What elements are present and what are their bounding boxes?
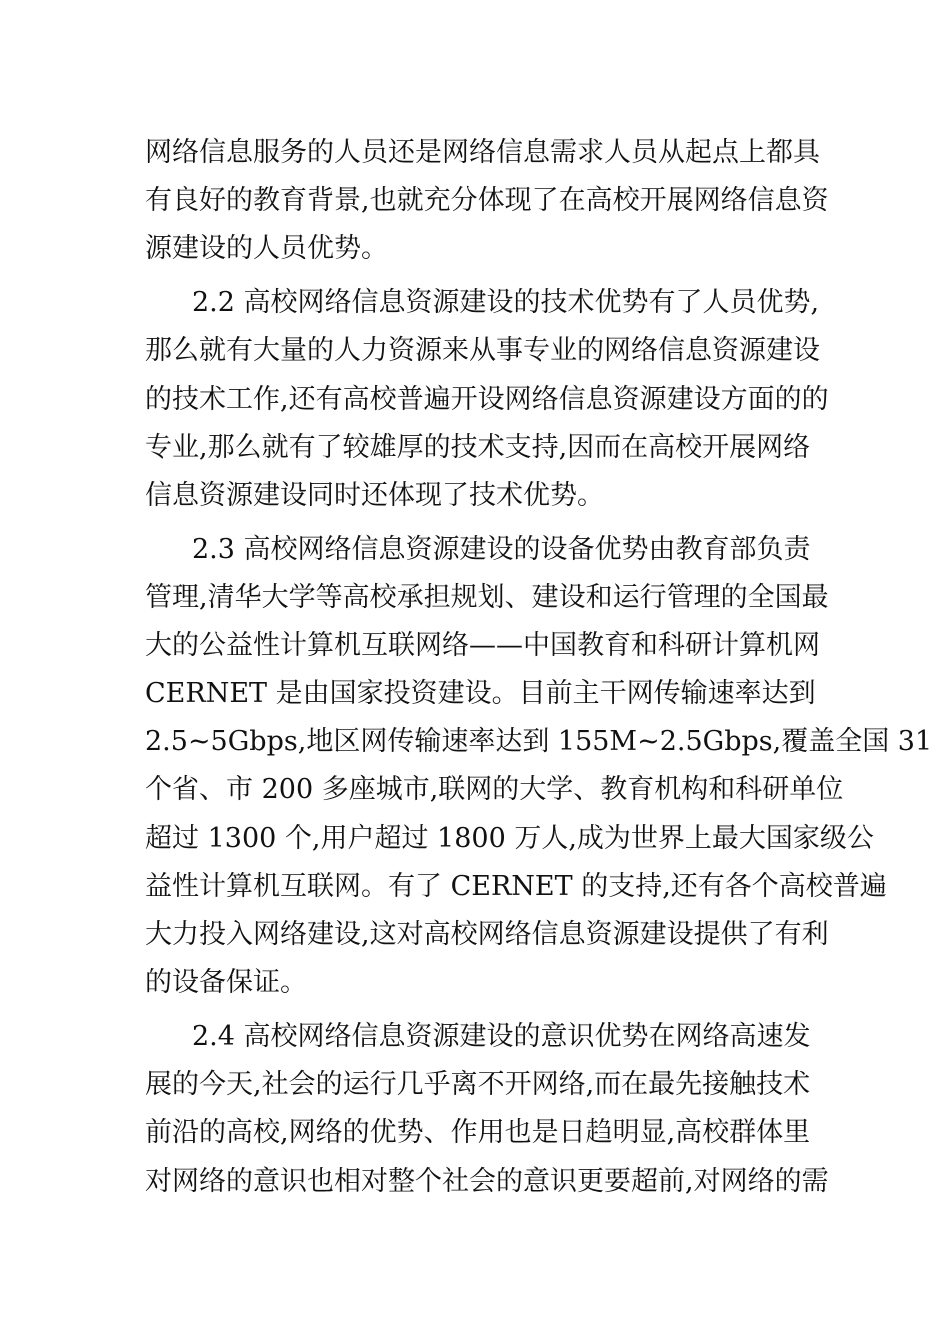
text-line: 网络信息服务的人员还是网络信息需求人员从起点上都具 — [145, 137, 820, 168]
text-line: 2.4 高校网络信息资源建设的意识优势在网络高速发 — [192, 1021, 811, 1052]
text-line: 超过 1300 个,用户超过 1800 万人,成为世界上最大国家级公 — [145, 823, 874, 854]
text-line: 大力投入网络建设,这对高校网络信息资源建设提供了有利 — [145, 919, 829, 950]
text-line: 2.2 高校网络信息资源建设的技术优势有了人员优势, — [192, 287, 820, 318]
text-line: 专业,那么就有了较雄厚的技术支持,因而在高校开展网络 — [145, 432, 811, 463]
text-line: 个省、市 200 多座城市,联网的大学、教育机构和科研单位 — [145, 774, 844, 805]
text-line: 有良好的教育背景,也就充分体现了在高校开展网络信息资 — [145, 185, 829, 216]
text-line: 2.3 高校网络信息资源建设的设备优势由教育部负责 — [192, 534, 811, 565]
text-line: 前沿的高校,网络的优势、作用也是日趋明显,高校群体里 — [145, 1117, 811, 1148]
text-line: 的设备保证。 — [145, 967, 307, 998]
text-line: 源建设的人员优势。 — [145, 233, 388, 264]
text-line: 信息资源建设同时还体现了技术优势。 — [145, 480, 604, 511]
text-line: 展的今天,社会的运行几乎离不开网络,而在最先接触技术 — [145, 1069, 811, 1100]
text-line: 的技术工作,还有高校普遍开设网络信息资源建设方面的的 — [145, 384, 829, 415]
text-line: 大的公益性计算机互联网络——中国教育和科研计算机网 — [145, 630, 820, 661]
text-line: 2.5~5Gbps,地区网传输速率达到 155M~2.5Gbps,覆盖全国 31 — [145, 726, 933, 757]
text-line: 益性计算机互联网。有了 CERNET 的支持,还有各个高校普遍 — [145, 871, 887, 902]
text-line: 对网络的意识也相对整个社会的意识更要超前,对网络的需 — [145, 1166, 829, 1197]
text-line: 管理,清华大学等高校承担规划、建设和运行管理的全国最 — [145, 582, 829, 613]
text-line: 那么就有大量的人力资源来从事专业的网络信息资源建设 — [145, 335, 820, 366]
text-line: CERNET 是由国家投资建设。目前主干网传输速率达到 — [145, 678, 816, 709]
